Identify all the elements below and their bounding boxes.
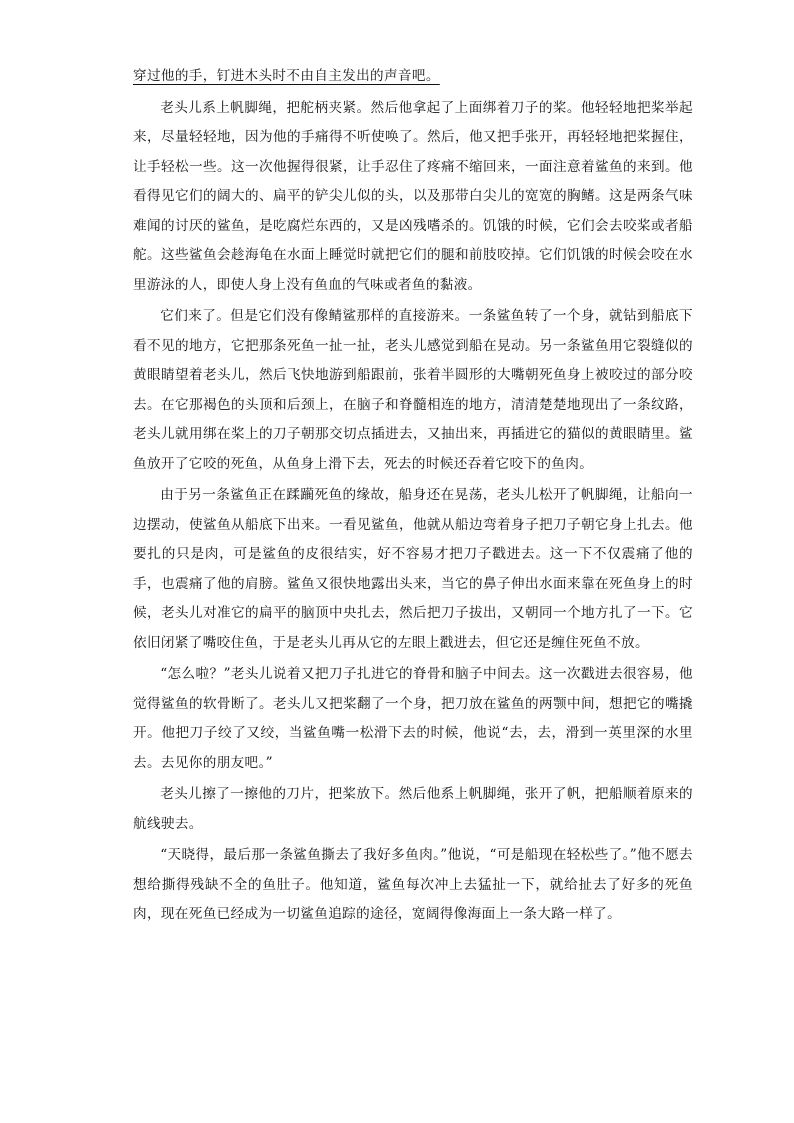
paragraph-continuation: 穿过他的手，钉进木头时不由自主发出的声音吧。 — [133, 68, 440, 84]
paragraph: 它们来了。但是它们没有像鲭鲨那样的直接游来。一条鲨鱼转了一个身，就钻到船底下看不见的地方，它把那条死鱼一扯一扯，老头儿感觉到船在晃动。另一条鲨鱼用它裂缝似的黄眼睛望着老头儿，然后飞快地游到船跟前，张着半圆形的大嘴朝死鱼身上被咬过的部分咬去。在它那褐色的头顶和后颈上，在脑子和脊髓相连的地方，清清楚楚地现出了一条纹路，老头儿就用绑在桨上的刀子朝那交切点插进去，又抽出来，再插进它的猫似的黄眼睛里。鲨鱼放开了它咬的死鱼，从鱼身上滑下去，死去的时候还吞着它咬下的鱼肉。 — [133, 308, 693, 472]
document-body — [133, 62, 693, 932]
paragraph: “怎么啦？”老头儿说着又把刀子扎进它的脊骨和脑子中间去。这一次戳进去很容易，他觉得鲨鱼的软骨断了。老头儿又把桨翻了一个身，把刀放在鲨鱼的两颚中间，想把它的嘴撬开。他把刀子绞了又绞，当鲨鱼嘴一松滑下去的时候，他说“去，去，滑到一英里深的水里去。去见你的朋友吧。” — [133, 666, 693, 771]
paragraph: 老头儿擦了一擦他的刀片，把桨放下。然后他系上帆脚绳，张开了帆，把船顺着原来的航线驶去。 — [133, 786, 693, 832]
paragraph: “天晓得，最后那一条鲨鱼撕去了我好多鱼肉。”他说，“可是船现在轻松些了。”他不愿去想给撕得残缺不全的鱼肚子。他知道，鲨鱼每次冲上去猛扯一下，就给扯去了好多的死鱼肉，现在死鱼已经成为一切鲨鱼追踪的途径，宽阔得像海面上一条大路一样了。 — [133, 847, 693, 922]
paragraph: 老头儿系上帆脚绳，把舵柄夹紧。然后他拿起了上面绑着刀子的桨。他轻轻地把桨举起来，尽量轻轻地，因为他的手痛得不听使唤了。然后，他又把手张开，再轻轻地把桨握住，让手轻松一些。这一次他握得很紧，让手忍住了疼痛不缩回来，一面注意着鲨鱼的来到。他看得见它们的阔大的、扁平的铲尖儿似的头，以及那带白尖儿的宽宽的胸鳍。这是两条气味难闻的讨厌的鲨鱼，是吃腐烂东西的，又是凶残嗜杀的。饥饿的时候，它们会去咬桨或者船舵。这些鲨鱼会趁海龟在水面上睡觉时就把它们的腿和前肢咬掉。它们饥饿的时候会咬在水里游泳的人，即使人身上没有鱼血的气味或者鱼的黏液。 — [133, 99, 693, 293]
paragraph: 由于另一条鲨鱼正在蹂躏死鱼的缘故，船身还在晃荡，老头儿松开了帆脚绳，让船向一边摆动，使鲨鱼从船底下出来。一看见鲨鱼，他就从船边弯着身子把刀子朝它身上扎去。他要扎的只是肉，可是鲨鱼的皮很结实，好不容易才把刀子戳进去。这一下不仅震痛了他的手，也震痛了他的肩膀。鲨鱼又很快地露出头来，当它的鼻子伸出水面来靠在死鱼身上的时候，老头儿对准它的扁平的脑顶中央扎去，然后把刀子拔出，又朝同一个地方扎了一下。它依旧闭紧了嘴咬住鱼，于是老头儿再从它的左眼上戳进去，但它还是缠住死鱼不放。 — [133, 487, 693, 651]
